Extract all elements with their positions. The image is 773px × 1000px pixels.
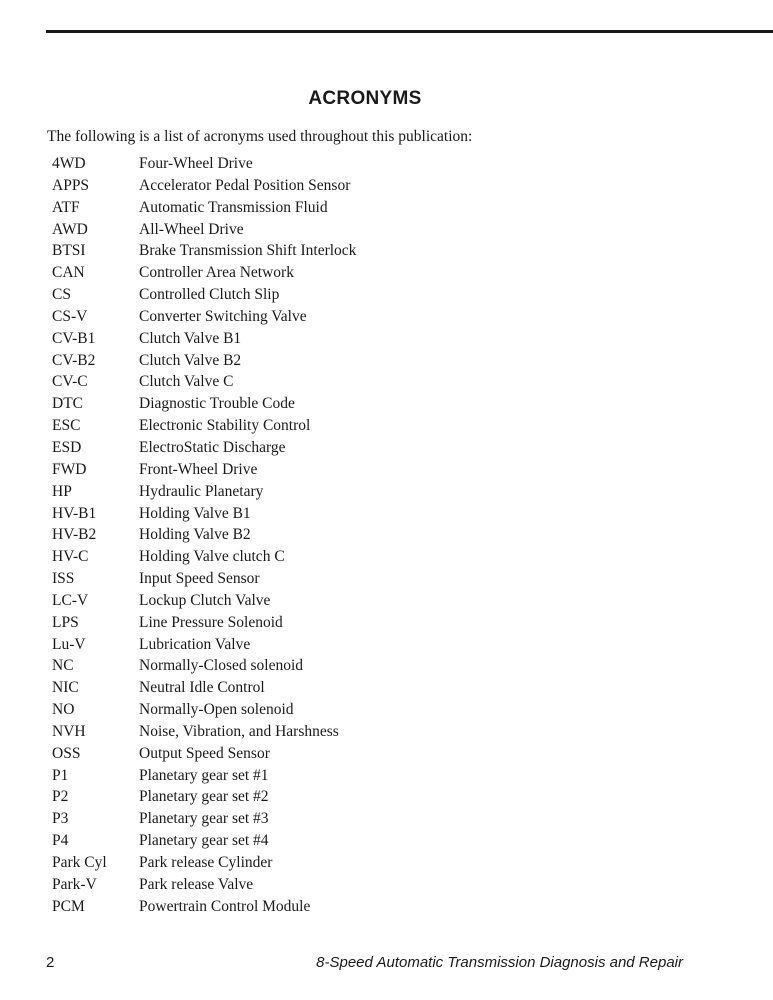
acronym-abbreviation: NIC (52, 679, 79, 697)
acronym-row (52, 503, 356, 525)
acronym-abbreviation: P4 (52, 832, 69, 850)
acronym-abbreviation: P3 (52, 810, 69, 828)
acronym-meaning: Clutch Valve B2 (139, 351, 242, 369)
acronym-meaning: Holding Valve clutch C (139, 548, 285, 566)
acronym-row (52, 371, 356, 393)
acronym-row (52, 262, 356, 284)
acronym-row (52, 459, 356, 481)
page-number: 2 (46, 954, 55, 971)
acronym-row (52, 481, 356, 503)
header-rule (46, 30, 773, 33)
acronym-row (52, 306, 356, 328)
acronym-abbreviation: Lu-V (52, 635, 86, 653)
acronym-meaning: Four-Wheel Drive (139, 155, 253, 172)
acronym-meaning: Normally-Closed solenoid (139, 657, 304, 675)
acronym-meaning: Controller Area Network (139, 264, 294, 282)
acronym-row (52, 350, 356, 372)
acronym-meaning: Noise, Vibration, and Harshness (139, 722, 339, 740)
acronym-abbreviation: Park Cyl (52, 854, 107, 871)
acronym-meaning: ElectroStatic Discharge (139, 438, 286, 456)
acronym-row (52, 874, 356, 896)
acronym-meaning: Planetary gear set #1 (139, 766, 269, 784)
page-title: ACRONYMS (308, 88, 422, 109)
acronym-meaning: Accelerator Pedal Position Sensor (139, 176, 351, 194)
acronym-meaning: Clutch Valve C (139, 373, 234, 391)
acronym-row (52, 830, 356, 852)
acronym-abbreviation: CS (52, 286, 71, 304)
acronym-meaning: Lockup Clutch Valve (139, 591, 271, 609)
acronym-row (52, 568, 356, 590)
acronym-meaning: Automatic Transmission Fluid (139, 198, 328, 216)
acronym-abbreviation: P1 (52, 766, 69, 784)
acronym-abbreviation: LPS (52, 613, 79, 631)
acronym-abbreviation: FWD (52, 460, 87, 478)
acronym-abbreviation: NVH (52, 722, 86, 740)
acronym-list (52, 153, 356, 918)
acronym-meaning: Output Speed Sensor (139, 744, 270, 762)
acronym-meaning: Park release Valve (139, 875, 254, 893)
acronym-row (52, 175, 356, 197)
acronym-row (52, 612, 356, 634)
acronym-meaning: Input Speed Sensor (139, 570, 260, 588)
acronym-meaning: Planetary gear set #4 (139, 832, 269, 850)
acronym-row (52, 896, 356, 918)
intro-text: The following is a list of acronyms used throughout this publication: (47, 128, 473, 145)
acronym-row (52, 415, 356, 437)
acronym-abbreviation: ESD (52, 438, 82, 456)
acronym-meaning: Hydraulic Planetary (139, 482, 264, 500)
acronym-meaning: Neutral Idle Control (139, 679, 265, 697)
acronym-abbreviation: HV-B2 (52, 526, 97, 544)
acronym-meaning: Holding Valve B1 (139, 504, 251, 522)
acronym-row (52, 328, 356, 350)
acronym-abbreviation: APPS (52, 176, 90, 194)
acronym-row (52, 743, 356, 765)
acronym-meaning: Holding Valve B2 (139, 526, 251, 544)
acronym-row (52, 590, 356, 612)
acronym-row (52, 677, 356, 699)
acronym-row (52, 240, 356, 262)
acronym-row (52, 546, 356, 568)
acronym-row (52, 808, 356, 830)
acronym-row (52, 437, 356, 459)
acronym-meaning: Powertrain Control Module (139, 897, 311, 915)
acronym-abbreviation: CV-B2 (52, 351, 96, 369)
acronym-row (52, 655, 356, 677)
acronym-row (52, 765, 356, 787)
acronym-row (52, 721, 356, 743)
acronym-abbreviation: CAN (52, 264, 85, 282)
acronym-meaning: Lubrication Valve (139, 635, 251, 653)
acronym-row (52, 699, 356, 721)
acronym-row (52, 393, 356, 415)
acronym-abbreviation: BTSI (52, 242, 86, 260)
acronym-meaning: Clutch Valve B1 (139, 329, 242, 347)
acronym-abbreviation: LC-V (52, 591, 89, 609)
acronym-meaning: Line Pressure Solenoid (139, 613, 283, 631)
acronym-abbreviation: 4WD (52, 155, 86, 172)
acronym-row (52, 219, 356, 241)
acronym-meaning: All-Wheel Drive (139, 220, 244, 238)
acronym-meaning: Electronic Stability Control (139, 417, 311, 435)
acronym-abbreviation: CS-V (52, 307, 88, 325)
acronym-abbreviation: HP (52, 482, 72, 500)
acronym-abbreviation: ISS (52, 570, 75, 588)
publication-title: 8-Speed Automatic Transmission Diagnosis and Repair (316, 954, 683, 971)
acronym-abbreviation: CV-B1 (52, 329, 96, 347)
acronym-meaning: Planetary gear set #3 (139, 810, 269, 828)
acronym-abbreviation: P2 (52, 788, 69, 806)
acronym-row (52, 852, 356, 874)
acronym-meaning: Converter Switching Valve (139, 307, 307, 325)
acronym-row (52, 153, 356, 175)
acronym-meaning: Park release Cylinder (139, 854, 273, 871)
acronym-abbreviation: AWD (52, 220, 88, 238)
acronym-meaning: Normally-Open solenoid (139, 701, 294, 719)
acronym-abbreviation: DTC (52, 395, 83, 413)
acronym-abbreviation: ESC (52, 417, 81, 435)
acronym-abbreviation: Park-V (52, 875, 97, 893)
acronym-abbreviation: ATF (52, 198, 80, 216)
acronym-abbreviation: NC (52, 657, 74, 675)
acronym-meaning: Front-Wheel Drive (139, 460, 258, 478)
acronym-row (52, 524, 356, 546)
acronym-meaning: Controlled Clutch Slip (139, 286, 280, 304)
acronym-abbreviation: NO (52, 701, 75, 719)
acronym-row (52, 197, 356, 219)
acronym-abbreviation: HV-B1 (52, 504, 97, 522)
acronym-row (52, 786, 356, 808)
acronym-abbreviation: HV-C (52, 548, 89, 566)
acronym-row (52, 284, 356, 306)
acronym-meaning: Planetary gear set #2 (139, 788, 269, 806)
acronym-meaning: Brake Transmission Shift Interlock (139, 242, 357, 260)
acronym-row (52, 634, 356, 656)
acronym-meaning: Diagnostic Trouble Code (139, 395, 295, 413)
acronym-abbreviation: PCM (52, 897, 85, 915)
acronym-abbreviation: OSS (52, 744, 81, 762)
acronym-abbreviation: CV-C (52, 373, 88, 391)
